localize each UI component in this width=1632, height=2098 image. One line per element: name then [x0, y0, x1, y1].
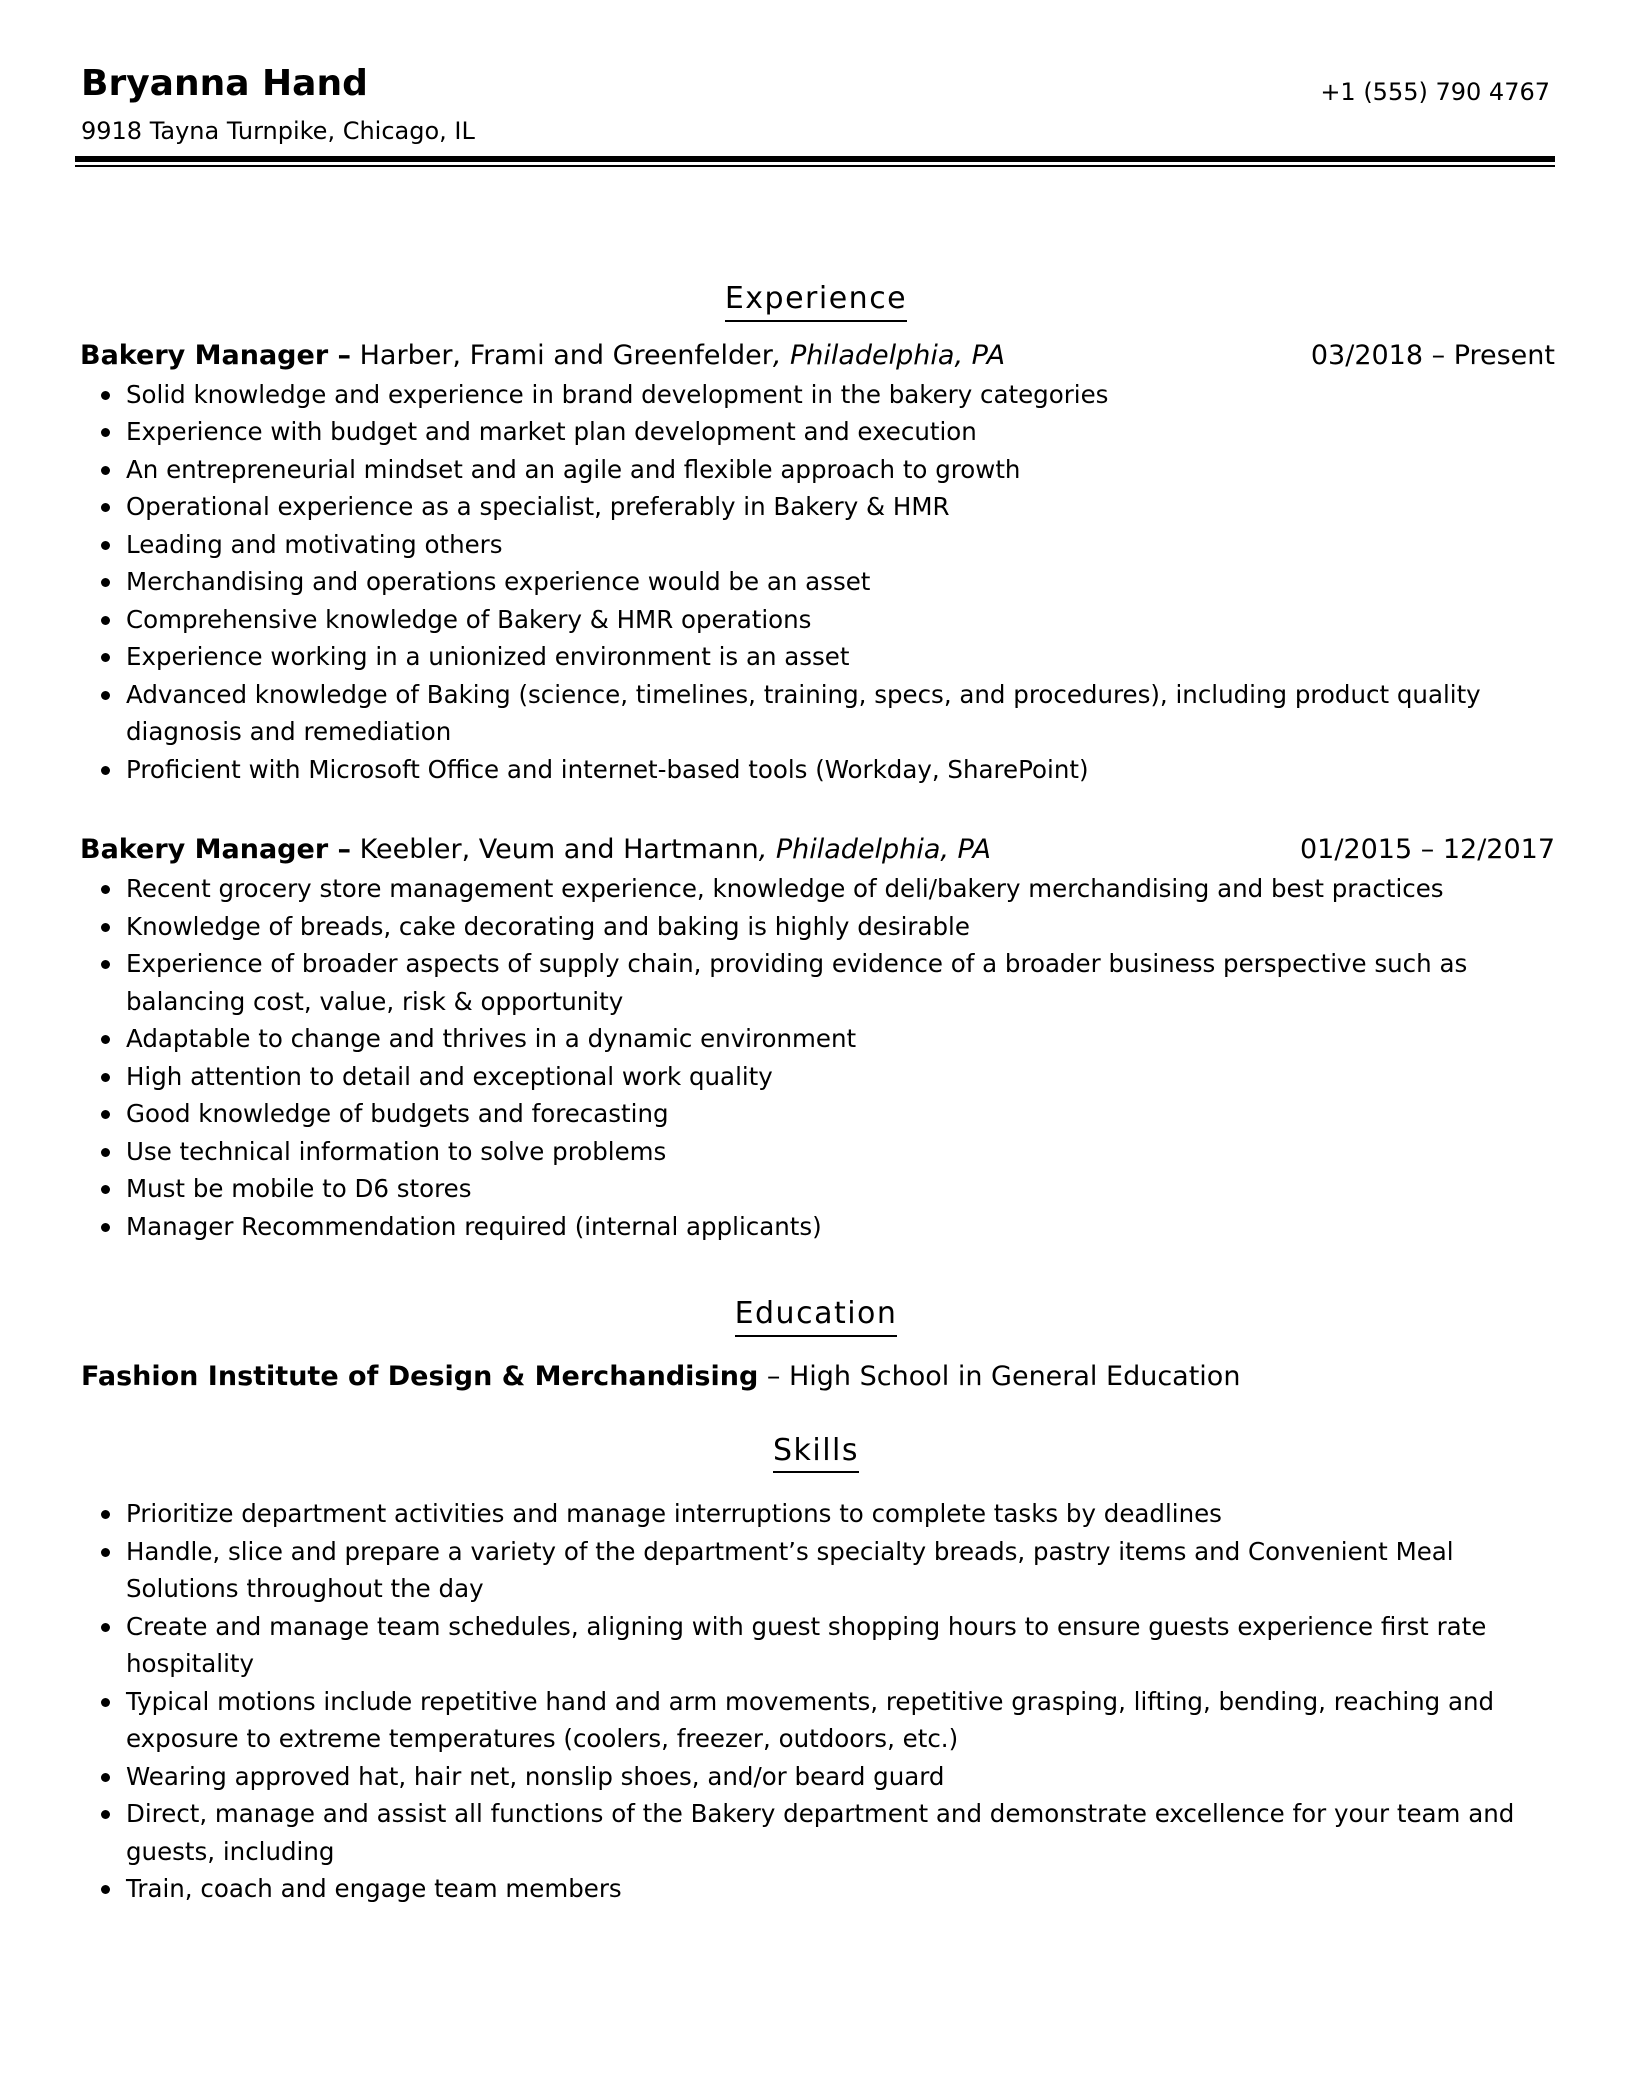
list-item: Advanced knowledge of Baking (science, timelines, training, specs, and procedures), including product quality diagnosis and remediation — [126, 676, 1552, 751]
list-item: Merchandising and operations experience would be an asset — [126, 563, 1552, 601]
experience-section-heading — [80, 280, 1552, 322]
list-item: Train, coach and engage team members — [126, 1870, 1552, 1908]
header-divider-thick — [75, 156, 1555, 162]
job-dates: 03/2018 – Present — [1310, 339, 1555, 371]
list-item: Use technical information to solve problems — [126, 1133, 1552, 1171]
education-school: Fashion Institute of Design & Merchandising — [81, 1360, 759, 1392]
list-item: Prioritize department activities and manage interruptions to complete tasks by deadlines — [126, 1495, 1552, 1533]
job-entry — [80, 832, 1555, 1245]
list-item: Handle, slice and prepare a variety of the department’s specialty breads, pastry items and Convenient Meal Solutions throughout the day — [126, 1533, 1552, 1608]
list-item: Wearing approved hat, hair net, nonslip shoes, and/or beard guard — [126, 1758, 1552, 1796]
skills-heading: Skills — [773, 1432, 859, 1474]
list-item: High attention to detail and exceptional work quality — [126, 1058, 1552, 1096]
list-item: Direct, manage and assist all functions of the Bakery department and demonstrate excellence for your team and guests, including — [126, 1795, 1552, 1870]
education-degree: – High School in General Education — [758, 1360, 1241, 1392]
job-header — [80, 338, 1555, 376]
list-item: Recent grocery store management experience, knowledge of deli/bakery merchandising and best practices — [126, 870, 1552, 908]
education-heading: Education — [735, 1295, 898, 1337]
job-title: Bakery Manager – — [80, 834, 352, 865]
job-company: Harber, Frami and Greenfelder — [351, 339, 773, 371]
job-company: Keebler, Veum and Hartmann — [351, 834, 759, 865]
candidate-address: 9918 Tayna Turnpike, Chicago, IL — [81, 117, 475, 145]
list-item: Typical motions include repetitive hand and arm movements, repetitive grasping, lifting, bending, reaching and exposure to extreme temperatures (coolers, freezer, outdoors, etc.) — [126, 1683, 1552, 1758]
list-item: Adaptable to change and thrives in a dynamic environment — [126, 1020, 1552, 1058]
job-location: , Philadelphia, PA — [758, 834, 991, 865]
job-title: Bakery Manager – — [80, 339, 352, 371]
education-entry — [80, 1359, 1552, 1394]
list-item: Experience working in a unionized environment is an asset — [126, 638, 1552, 676]
list-item: Manager Recommendation required (internal applicants) — [126, 1208, 1552, 1246]
list-item: Proficient with Microsoft Office and internet-based tools (Workday, SharePoint) — [126, 751, 1552, 789]
list-item: Comprehensive knowledge of Bakery & HMR operations — [126, 601, 1552, 639]
list-item: Experience of broader aspects of supply chain, providing evidence of a broader business perspective such as balancing cost, value, risk & opportunity — [126, 945, 1552, 1020]
skills-section-heading — [80, 1432, 1552, 1474]
list-item: Must be mobile to D6 stores — [126, 1170, 1552, 1208]
candidate-phone: +1 (555) 790 4767 — [1320, 78, 1550, 106]
list-item: Leading and motivating others — [126, 526, 1552, 564]
list-item: Knowledge of breads, cake decorating and baking is highly desirable — [126, 908, 1552, 946]
resume-header — [80, 60, 1552, 150]
header-divider-thin — [75, 165, 1555, 167]
list-item: Good knowledge of budgets and forecasting — [126, 1095, 1552, 1133]
list-item: Solid knowledge and experience in brand development in the bakery categories — [126, 376, 1552, 414]
job-duties-list — [80, 376, 1552, 789]
job-dates: 01/2015 – 12/2017 — [1300, 834, 1555, 865]
resume-page — [80, 60, 1555, 1908]
list-item: Operational experience as a specialist, preferably in Bakery & HMR — [126, 488, 1552, 526]
job-entry — [80, 338, 1555, 789]
education-section-heading — [80, 1295, 1552, 1337]
candidate-name: Bryanna Hand — [81, 63, 368, 104]
job-duties-list — [80, 870, 1552, 1245]
list-item: Create and manage team schedules, aligning with guest shopping hours to ensure guests experience first rate hospitality — [126, 1608, 1552, 1683]
list-item: Experience with budget and market plan development and execution — [126, 413, 1552, 451]
experience-heading: Experience — [725, 280, 907, 322]
list-item: An entrepreneurial mindset and an agile and flexible approach to growth — [126, 451, 1552, 489]
skills-list — [80, 1495, 1552, 1908]
job-header — [80, 832, 1555, 870]
job-location: , Philadelphia, PA — [772, 339, 1006, 371]
